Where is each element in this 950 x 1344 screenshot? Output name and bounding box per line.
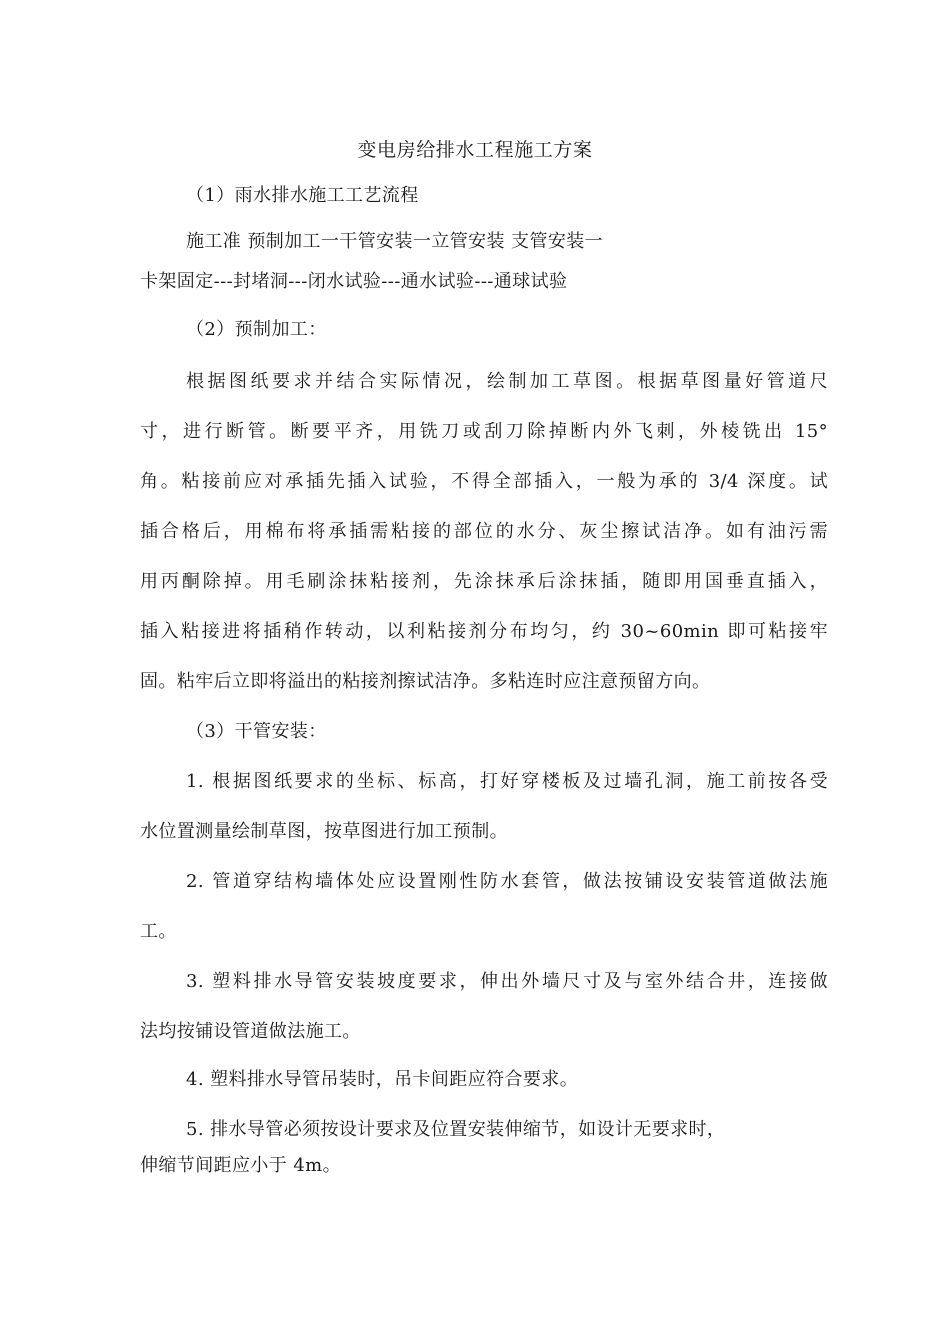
list-item-3-line-2: 法均按铺设管道做法施工。 xyxy=(140,1021,361,1042)
list-item-5-line-1: 5. 排水导管必须按设计要求及位置安装伸缩节，如设计无要求时， xyxy=(186,1119,726,1140)
section-2-heading: （2）预制加工： xyxy=(186,319,327,340)
document-title: 变电房给排水工程施工方案 xyxy=(357,139,593,161)
list-item-2-line-1: 2. 管道穿结构墙体处应设置刚性防水套管，做法按铺设安装管道做法施 xyxy=(186,871,828,892)
paragraph-line: 固。粘牢后立即将溢出的粘接剂擦试洁净。多粘连时应注意预留方向。 xyxy=(140,671,711,692)
section-1-heading: （1）雨水排水施工工艺流程 xyxy=(186,185,419,206)
list-item-2-line-2: 工。 xyxy=(140,921,177,942)
list-item-1-line-1: 1. 根据图纸要求的坐标、标高，打好穿楼板及过墙孔洞，施工前按各受 xyxy=(186,771,828,792)
section-3-heading: （3）干管安装： xyxy=(186,721,327,742)
paragraph-line: 角。粘接前应对承插先插入试验，不得全部插入，一般为承的 3/4 深度。试 xyxy=(140,471,828,492)
flow-line-1: 施工准 预制加工一干管安装一立管安装 支管安装一 xyxy=(186,231,604,252)
paragraph-line: 插入粘接进将插稍作转动，以利粘接剂分布均匀，约 30~60min 即可粘接牢 xyxy=(140,621,828,642)
paragraph-line: 插合格后，用棉布将承插需粘接的部位的水分、灰尘擦试洁净。如有油污需 xyxy=(140,521,828,542)
flow-line-2: 卡架固定---封堵洞---闭水试验---通水试验---通球试验 xyxy=(140,271,568,292)
paragraph-line: 寸，进行断管。断要平齐，用铣刀或刮刀除掉断内外飞刺，外棱铣出 15° xyxy=(140,421,828,442)
list-item-5-line-2: 伸缩节间距应小于 4m。 xyxy=(140,1155,342,1176)
paragraph-line: 根据图纸要求并结合实际情况，绘制加工草图。根据草图量好管道尺 xyxy=(186,371,828,392)
list-item-4-line-1: 4. 塑料排水导管吊装时，吊卡间距应符合要求。 xyxy=(186,1069,579,1090)
paragraph-line: 用丙酮除掉。用毛刷涂抹粘接剂，先涂抹承后涂抹插，随即用国垂直插入， xyxy=(140,571,828,592)
list-item-3-line-1: 3. 塑料排水导管安装坡度要求，伸出外墙尺寸及与室外结合井，连接做 xyxy=(186,971,828,992)
list-item-1-line-2: 水位置测量绘制草图，按草图进行加工预制。 xyxy=(140,821,508,842)
